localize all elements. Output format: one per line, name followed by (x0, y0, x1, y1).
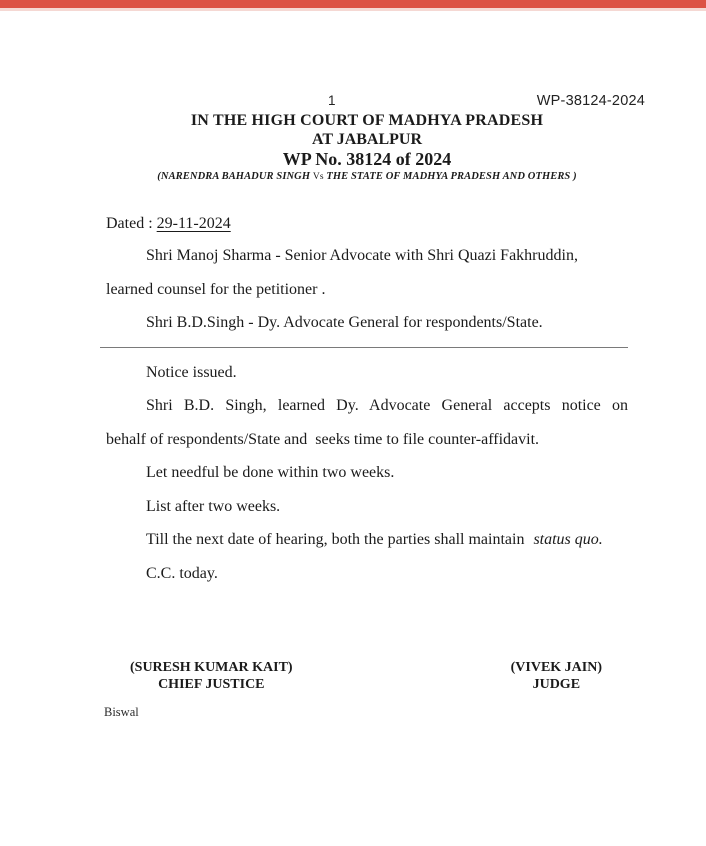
case-number: WP No. 38124 of 2024 (282, 149, 452, 169)
dated-value: 29-11-2024 (156, 215, 231, 232)
judge-name: (VIVEK JAIN) (510, 660, 602, 675)
cause-petitioner: (NARENDRA BAHADUR SINGH (157, 171, 311, 182)
signature-row (106, 659, 628, 693)
document-body (0, 11, 706, 720)
chief-justice-title: CHIEF JUSTICE (158, 677, 265, 692)
dated-label: Dated : (106, 215, 157, 232)
judge-title: JUDGE (532, 677, 581, 692)
listing-line: List after two weeks. (146, 497, 281, 515)
cc-line: C.C. today. (146, 564, 218, 582)
page-number: 1 (328, 93, 336, 108)
top-accent-bar (0, 0, 706, 8)
cause-respondent: THE STATE OF MADHYA PRADESH AND OTHERS ) (326, 171, 577, 182)
notice-issued-line: Notice issued. (146, 363, 237, 381)
signature-judge (511, 659, 602, 693)
appearance-state-counsel: Shri B.D.Singh - Dy. Advocate General for respondents/State. (146, 314, 543, 331)
footer-note: Biswal (104, 705, 139, 719)
dated-line (106, 215, 628, 233)
separator-rule (100, 347, 628, 348)
court-headings (106, 111, 628, 184)
appearance-line-2: learned counsel for the petitioner . (106, 280, 326, 298)
accept-notice-line-1: Shri B.D. Singh, learned Dy. Advocate General accepts notice on (146, 397, 628, 414)
appearance-line-1: Shri Manoj Sharma - Senior Advocate with Shri Quazi Fakhruddin, (146, 247, 578, 264)
order-text (106, 239, 628, 590)
cause-title (106, 170, 628, 184)
status-quo-text: Till the next date of hearing, both the parties shall maintain (146, 531, 525, 548)
status-quo-line (106, 523, 628, 557)
needful-line: Let needful be done within two weeks. (146, 464, 395, 481)
case-reference: WP-38124-2024 (536, 93, 645, 109)
cause-vs: Vs (312, 172, 324, 182)
court-name: IN THE HIGH COURT OF MADHYA PRADESH (190, 112, 544, 129)
status-quo-italic: status quo. (533, 531, 603, 548)
pdf-header-row (106, 93, 645, 109)
chief-justice-name: (SURESH KUMAR KAIT) (130, 660, 293, 675)
accept-notice-line-2: behalf of respondents/State and seeks time to file counter-affidavit. (106, 430, 540, 448)
bench-location: AT JABALPUR (311, 131, 423, 148)
signature-chief-justice (130, 659, 293, 693)
